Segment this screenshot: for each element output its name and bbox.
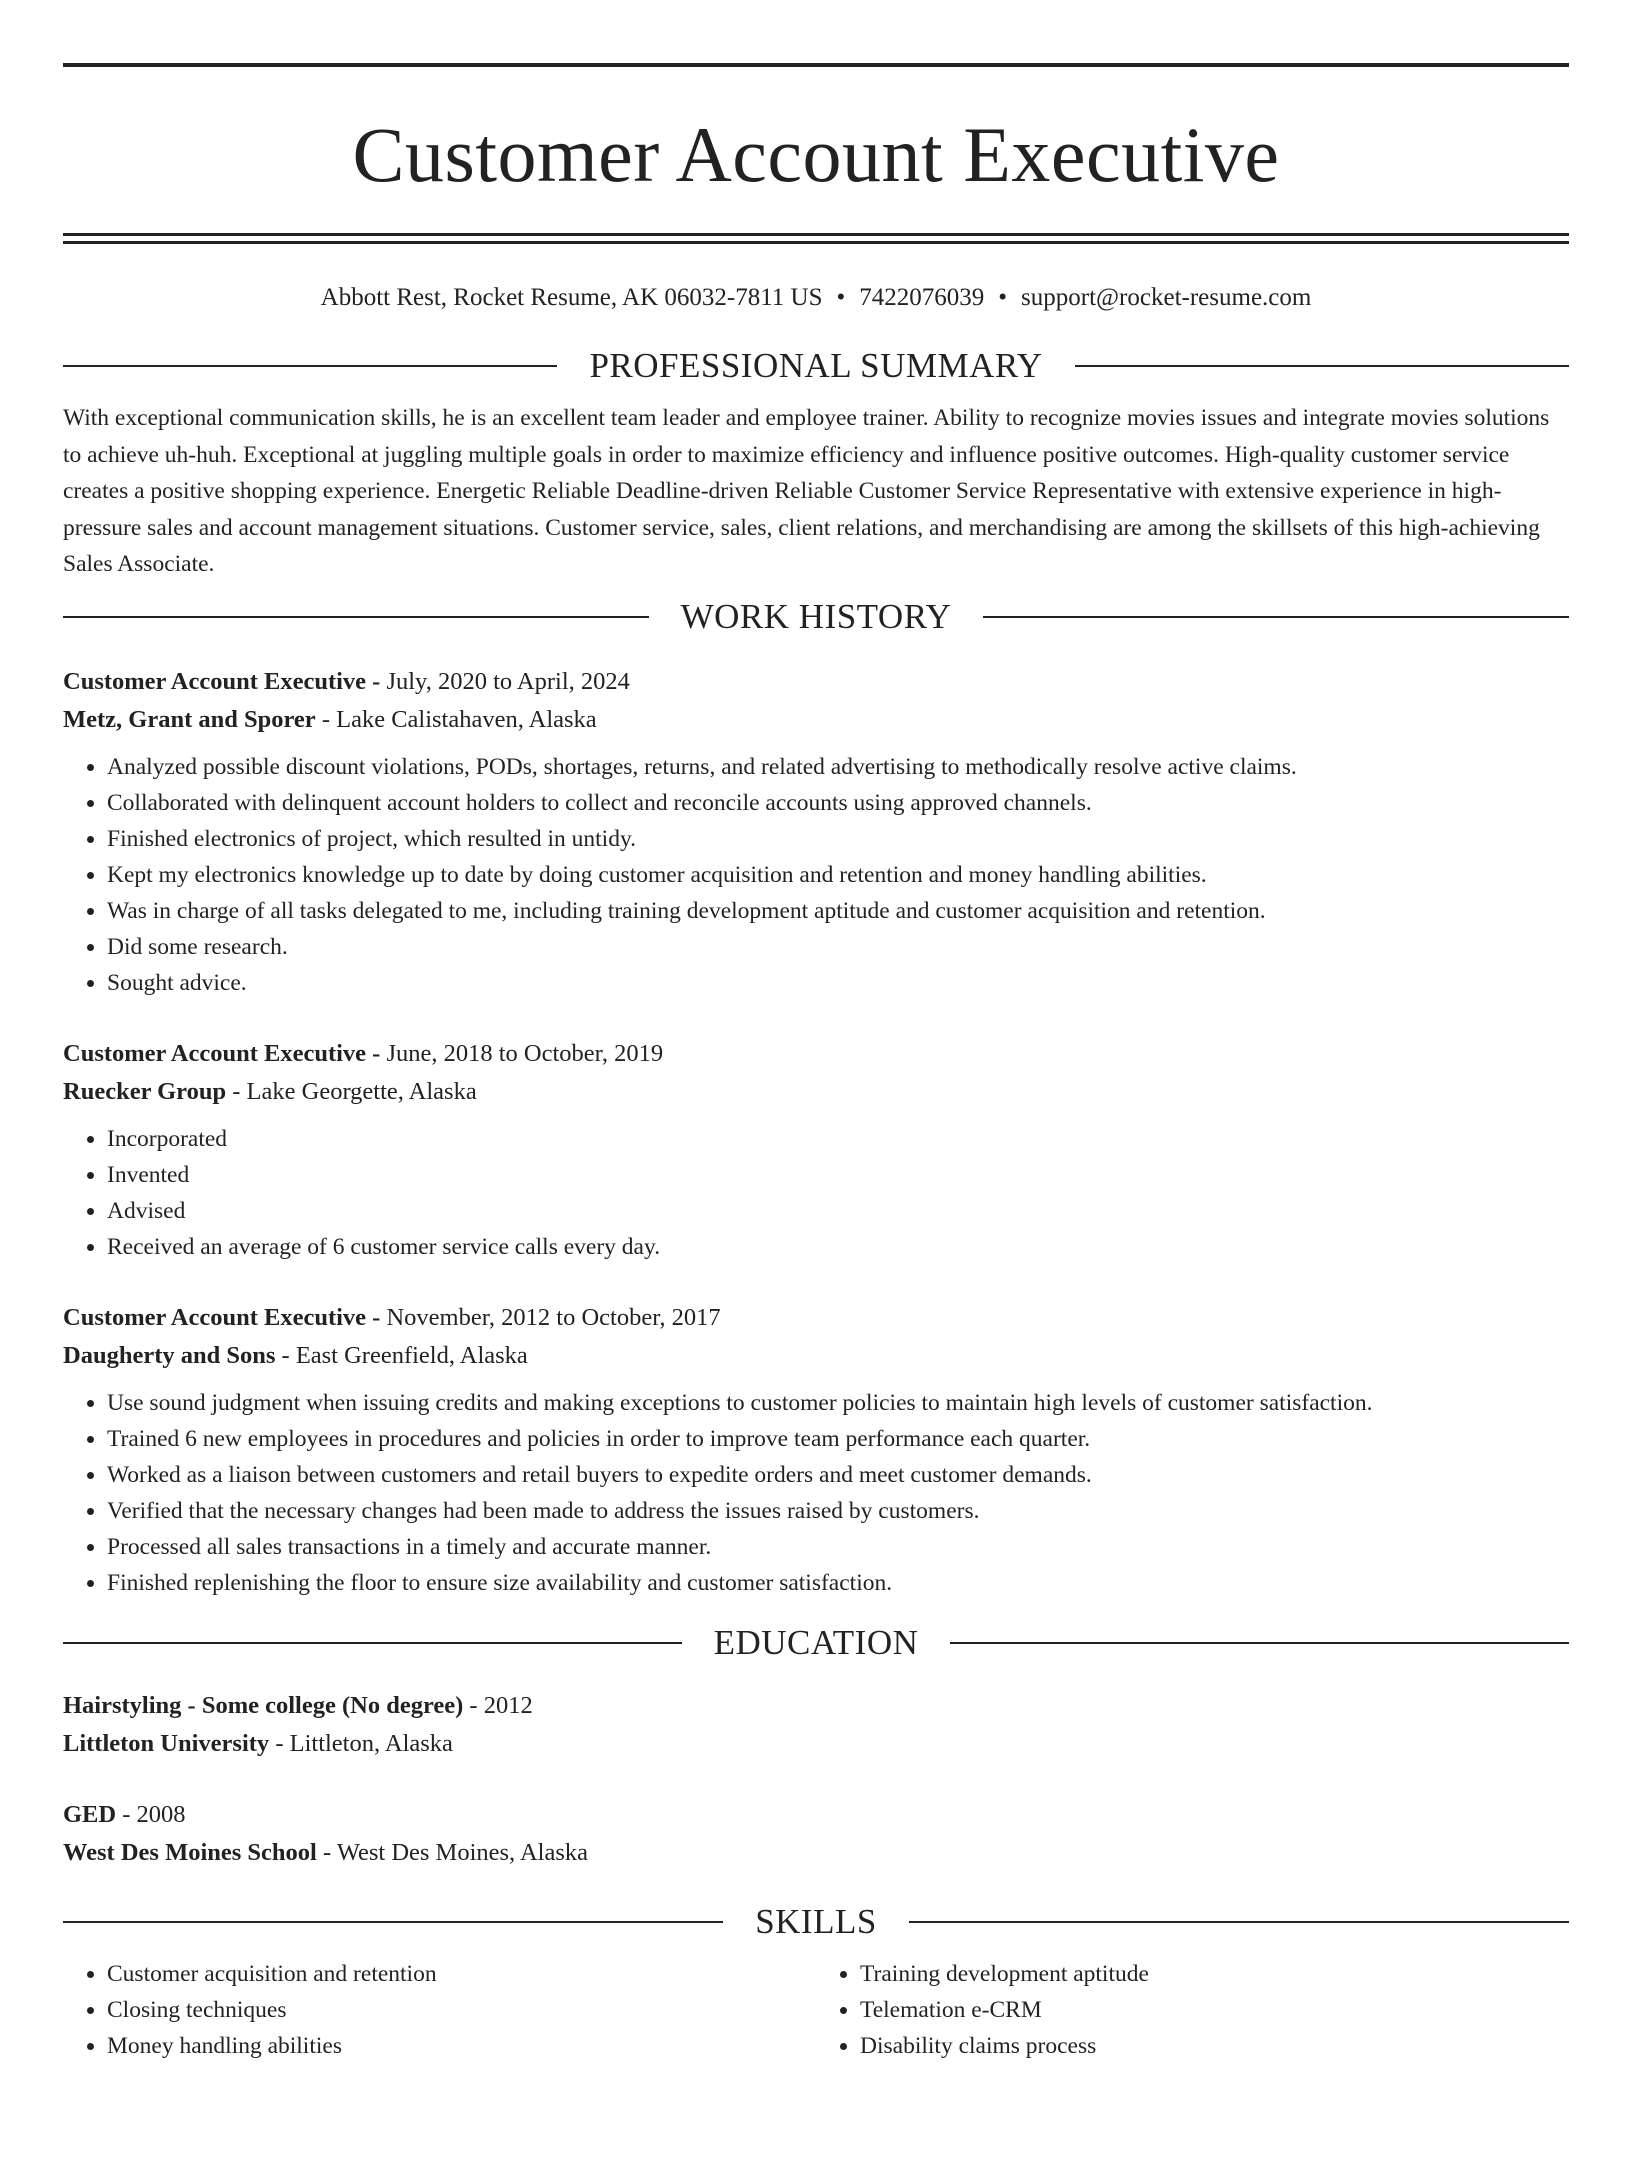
job-bullets — [63, 749, 1569, 1001]
job-company-line: Metz, Grant and Sporer - Lake Calistahaven, Alaska — [63, 705, 597, 733]
list-item: • Did some research. — [107, 929, 1569, 965]
job-title-line: Customer Account Executive - June, 2018 to October, 2019 — [63, 1039, 664, 1067]
list-item: • Analyzed possible discount violations, PODs, shortages, returns, and related advertising to methodically resolve active claims. — [107, 749, 1569, 785]
job-company: Metz, Grant and Sporer — [63, 705, 316, 733]
section-title: WORK HISTORY — [680, 596, 952, 636]
section-heading-education — [63, 1621, 1569, 1665]
education-location: Littleton, Alaska — [289, 1729, 453, 1757]
job-entry — [63, 663, 1569, 1001]
contact-separator: • — [998, 284, 1008, 311]
education-location: West Des Moines, Alaska — [336, 1838, 588, 1866]
list-item: • Processed all sales transactions in a timely and accurate manner. — [107, 1529, 1569, 1565]
skills-column-left — [63, 1956, 816, 2064]
section-title: EDUCATION — [713, 1622, 919, 1662]
contact-phone: 7422076039 — [859, 284, 985, 311]
heading-rule — [909, 1921, 1569, 1923]
list-item: • Closing techniques — [107, 1992, 816, 2028]
education-school-line: West Des Moines School - West Des Moines, Alaska — [63, 1838, 588, 1866]
education-school: West Des Moines School — [63, 1838, 317, 1866]
list-item: • Customer acquisition and retention — [107, 1956, 816, 1992]
list-item: • Worked as a liaison between customers and retail buyers to expedite orders and meet customer demands. — [107, 1457, 1569, 1493]
list-item: • Money handling abilities — [107, 2028, 816, 2064]
education-year: 2008 — [136, 1800, 186, 1828]
section-heading-skills — [63, 1900, 1569, 1944]
list-item: • Trained 6 new employees in procedures and policies in order to improve team performance each quarter. — [107, 1421, 1569, 1457]
skills-column-right — [816, 1956, 1569, 2064]
job-title: Customer Account Executive — [63, 667, 367, 695]
section-heading-summary — [63, 344, 1569, 388]
list-item: • Disability claims process — [860, 2028, 1569, 2064]
list-item: • Was in charge of all tasks delegated to me, including training development aptitude and customer acquisition and retention. — [107, 893, 1569, 929]
heading-rule — [983, 616, 1569, 618]
heading-rule — [63, 1921, 723, 1923]
list-item: • Finished electronics of project, which resulted in untidy. — [107, 821, 1569, 857]
job-title-line: Customer Account Executive - November, 2012 to October, 2017 — [63, 1303, 721, 1331]
resume-name: Customer Account Executive — [352, 111, 1280, 198]
job-location: East Greenfield, Alaska — [295, 1341, 528, 1369]
section-title: PROFESSIONAL SUMMARY — [589, 346, 1043, 385]
contact-email: support@rocket-resume.com — [1021, 284, 1312, 311]
section-title: SKILLS — [755, 1901, 877, 1941]
list-item: • Use sound judgment when issuing credits and making exceptions to customer policies to maintain high levels of customer satisfaction. — [107, 1385, 1569, 1421]
list-item: • Verified that the necessary changes had been made to address the issues raised by customers. — [107, 1493, 1569, 1529]
job-company: Daugherty and Sons — [63, 1341, 276, 1369]
job-title: Customer Account Executive — [63, 1039, 367, 1067]
top-rule — [63, 63, 1569, 67]
education-year: 2012 — [483, 1691, 533, 1719]
job-company-line: Ruecker Group - Lake Georgette, Alaska — [63, 1077, 477, 1105]
job-title-line: Customer Account Executive - July, 2020 to April, 2024 — [63, 667, 630, 695]
heading-rule — [950, 1642, 1569, 1644]
education-degree-line: Hairstyling - Some college (No degree) - 2012 — [63, 1691, 533, 1719]
education-school: Littleton University — [63, 1729, 270, 1757]
summary-text: With exceptional communication skills, he is an excellent team leader and employee trainer. Ability to recognize movies issues and integrate movies solutions to achieve uh-huh. Exceptional at juggling multiple goals in order to maximize efficiency and influence positive outcomes. High-quality customer service creates a positive shopping experience. Energetic Reliable Deadline-driven Reliable Customer Service Representative with extensive experience in high-pressure sales and account management situations. Customer service, sales, client relations, and merchandising are among the skillsets of this high-achieving Sales Associate. — [63, 405, 1550, 577]
list-item: • Advised — [107, 1193, 1569, 1229]
list-item: • Collaborated with delinquent account holders to collect and reconcile accounts using approved channels. — [107, 785, 1569, 821]
list-item: • Training development aptitude — [860, 1956, 1569, 1992]
resume-page — [0, 63, 1632, 2175]
job-bullets — [63, 1121, 1569, 1265]
contact-separator: • — [836, 284, 846, 311]
job-location: Lake Calistahaven, Alaska — [336, 705, 597, 733]
list-item: • Invented — [107, 1157, 1569, 1193]
job-entry — [63, 1299, 1569, 1601]
job-entry — [63, 1035, 1569, 1265]
contact-address: Abbott Rest, Rocket Resume, AK 06032-7811 US — [320, 284, 823, 311]
heading-rule — [63, 365, 557, 367]
job-location: Lake Georgette, Alaska — [246, 1077, 477, 1105]
education-entry — [63, 1796, 1569, 1872]
list-item: • Sought advice. — [107, 965, 1569, 1001]
job-bullets — [63, 1385, 1569, 1601]
skills-list — [63, 1956, 1569, 2064]
job-company-line: Daugherty and Sons - East Greenfield, Alaska — [63, 1341, 528, 1369]
education-entry — [63, 1687, 1569, 1763]
job-dates: July, 2020 to April, 2024 — [386, 667, 630, 695]
job-dates: November, 2012 to October, 2017 — [386, 1303, 721, 1331]
list-item: • Kept my electronics knowledge up to date by doing customer acquisition and retention and money handling abilities. — [107, 857, 1569, 893]
section-heading-work — [63, 595, 1569, 639]
list-item: • Finished replenishing the floor to ensure size availability and customer satisfaction. — [107, 1565, 1569, 1601]
list-item: • Received an average of 6 customer service calls every day. — [107, 1229, 1569, 1265]
job-dates: June, 2018 to October, 2019 — [386, 1039, 664, 1067]
list-item: • Incorporated — [107, 1121, 1569, 1157]
heading-rule — [63, 1642, 682, 1644]
contact-line — [63, 282, 1569, 314]
double-rule — [63, 233, 1569, 244]
education-degree: GED — [63, 1800, 117, 1828]
education-school-line: Littleton University - Littleton, Alaska — [63, 1729, 453, 1757]
list-item: • Telemation e-CRM — [860, 1992, 1569, 2028]
heading-rule — [1075, 365, 1569, 367]
education-degree-line: GED - 2008 — [63, 1800, 186, 1828]
job-title: Customer Account Executive — [63, 1303, 367, 1331]
job-company: Ruecker Group — [63, 1077, 227, 1105]
heading-rule — [63, 616, 649, 618]
education-degree: Hairstyling - Some college (No degree) — [63, 1691, 464, 1719]
